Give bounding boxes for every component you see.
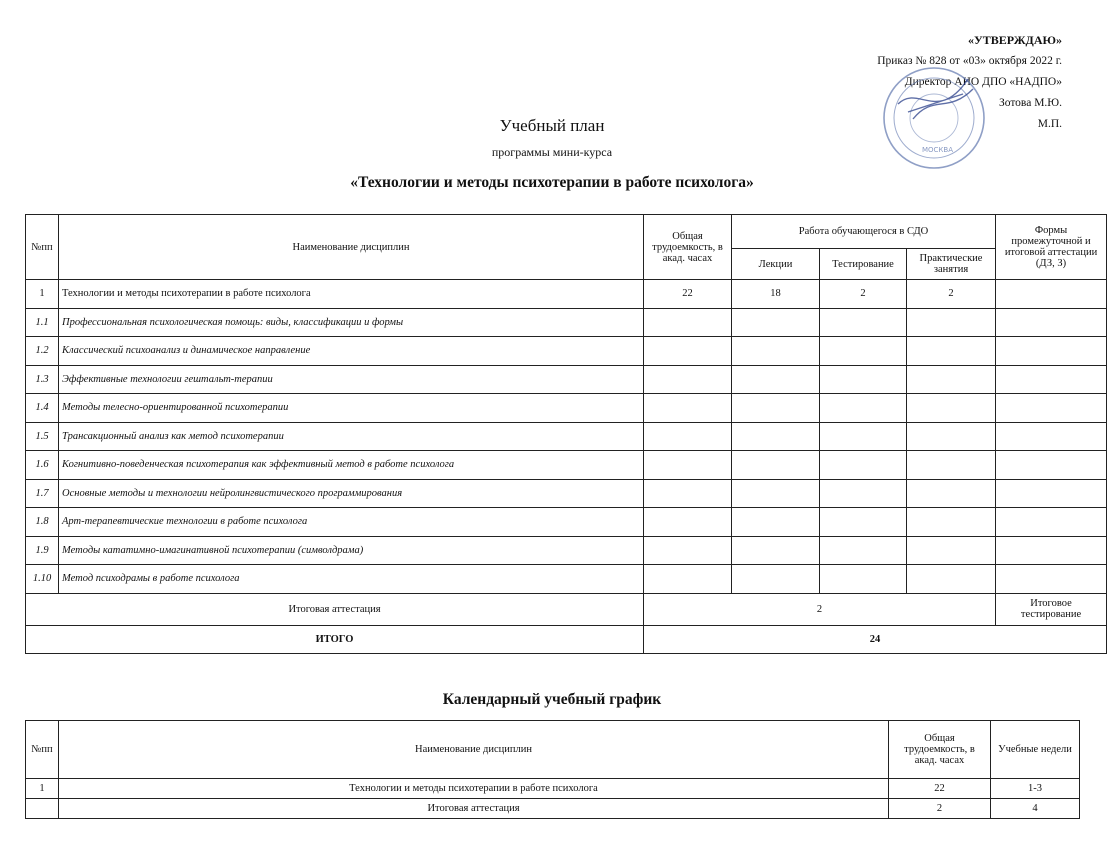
row-testing: 2 — [820, 280, 907, 309]
header-work: Работа обучающегося в СДО — [732, 215, 996, 249]
table-row — [26, 799, 1080, 819]
table-row — [26, 280, 1107, 309]
row-name: Когнитивно-поведенческая психотерапия как эффективный метод в работе психолога — [59, 451, 644, 480]
table-row — [26, 536, 1107, 565]
empty-cell — [907, 565, 996, 594]
final-attestation-label: Итоговая аттестация — [26, 593, 644, 625]
empty-cell — [996, 479, 1107, 508]
row-lectures: 18 — [732, 280, 820, 309]
empty-cell — [907, 508, 996, 537]
empty-cell — [644, 337, 732, 366]
row-name: Метод психодрамы в работе психолога — [59, 565, 644, 594]
table-row — [26, 479, 1107, 508]
final-attestation-value: 2 — [644, 593, 996, 625]
row-num: 1 — [26, 280, 59, 309]
empty-cell — [820, 422, 907, 451]
empty-cell — [907, 422, 996, 451]
empty-cell — [644, 451, 732, 480]
header-weeks: Учебные недели — [991, 721, 1080, 779]
empty-cell — [996, 422, 1107, 451]
empty-cell — [732, 422, 820, 451]
header-total: Общая трудоемкость, в акад. часах — [644, 215, 732, 280]
empty-cell — [644, 365, 732, 394]
header-num: №пп — [26, 215, 59, 280]
empty-cell — [820, 394, 907, 423]
approval-name: Зотова М.Ю. — [998, 97, 1062, 109]
empty-cell — [644, 479, 732, 508]
header-lectures: Лекции — [732, 249, 820, 280]
row-num: 1.9 — [26, 536, 59, 565]
empty-cell — [732, 479, 820, 508]
empty-cell — [820, 337, 907, 366]
row-num: 1.8 — [26, 508, 59, 537]
empty-cell — [907, 337, 996, 366]
empty-cell — [732, 394, 820, 423]
row-num: 1.4 — [26, 394, 59, 423]
empty-cell — [907, 479, 996, 508]
row-num: 1 — [26, 779, 59, 799]
header-practice: Практические занятия — [907, 249, 996, 280]
empty-cell — [644, 308, 732, 337]
row-name: Итоговая аттестация — [59, 799, 889, 819]
table-row — [26, 779, 1080, 799]
total-row — [26, 625, 1107, 653]
row-num: 1.2 — [26, 337, 59, 366]
empty-cell — [907, 394, 996, 423]
approval-position: Директор АНО ДПО «НАДПО» — [904, 76, 1062, 88]
row-num: 1.10 — [26, 565, 59, 594]
empty-cell — [732, 337, 820, 366]
empty-cell — [820, 508, 907, 537]
empty-cell — [996, 337, 1107, 366]
row-name: Основные методы и технологии нейролингвистического программирования — [59, 479, 644, 508]
row-weeks: 4 — [991, 799, 1080, 819]
row-forms — [996, 280, 1107, 309]
approval-heading: «УТВЕРЖДАЮ» — [967, 33, 1062, 47]
course-title: «Технологии и методы психотерапии в работе психолога» — [350, 174, 754, 191]
row-num: 1.3 — [26, 365, 59, 394]
row-num: 1.1 — [26, 308, 59, 337]
row-name: Арт-терапевтические технологии в работе психолога — [59, 508, 644, 537]
empty-cell — [996, 451, 1107, 480]
table-row — [26, 565, 1107, 594]
row-num: 1.7 — [26, 479, 59, 508]
empty-cell — [820, 451, 907, 480]
empty-cell — [644, 565, 732, 594]
empty-cell — [907, 308, 996, 337]
plan-subtitle: программы мини-курса — [491, 145, 613, 159]
approval-seal-place: М.П. — [1037, 118, 1062, 130]
empty-cell — [820, 308, 907, 337]
total-label: ИТОГО — [26, 625, 644, 653]
header-name: Наименование дисциплин — [59, 215, 644, 280]
empty-cell — [732, 365, 820, 394]
empty-cell — [644, 508, 732, 537]
row-name: Классический психоанализ и динамическое направление — [59, 337, 644, 366]
schedule-title: Календарный учебный график — [442, 691, 662, 708]
empty-cell — [907, 451, 996, 480]
empty-cell — [732, 508, 820, 537]
empty-cell — [820, 565, 907, 594]
row-num: 1.5 — [26, 422, 59, 451]
empty-cell — [996, 308, 1107, 337]
approval-order: Приказ № 828 от «03» октября 2022 г. — [877, 55, 1062, 67]
svg-text:МОСКВА: МОСКВА — [922, 146, 953, 154]
table-row — [26, 422, 1107, 451]
row-name: Профессиональная психологическая помощь: виды, классификации и формы — [59, 308, 644, 337]
empty-cell — [732, 536, 820, 565]
row-name: Эффективные технологии гештальт-терапии — [59, 365, 644, 394]
table-row — [26, 508, 1107, 537]
row-name: Методы телесно-ориентированной психотерапии — [59, 394, 644, 423]
schedule-table — [25, 720, 1080, 819]
empty-cell — [732, 565, 820, 594]
empty-cell — [996, 365, 1107, 394]
empty-cell — [907, 536, 996, 565]
row-practice: 2 — [907, 280, 996, 309]
row-num — [26, 799, 59, 819]
curriculum-table — [25, 214, 1107, 654]
row-total: 22 — [644, 280, 732, 309]
table-row — [26, 365, 1107, 394]
empty-cell — [996, 536, 1107, 565]
empty-cell — [644, 394, 732, 423]
empty-cell — [996, 565, 1107, 594]
row-name: Технологии и методы психотерапии в работе психолога — [59, 779, 889, 799]
empty-cell — [907, 365, 996, 394]
empty-cell — [820, 365, 907, 394]
empty-cell — [996, 508, 1107, 537]
header-total: Общая трудоемкость, в акад. часах — [889, 721, 991, 779]
empty-cell — [644, 422, 732, 451]
header-num: №пп — [26, 721, 59, 779]
total-value: 24 — [644, 625, 1107, 653]
header-name: Наименование дисциплин — [59, 721, 889, 779]
empty-cell — [820, 536, 907, 565]
table-row — [26, 394, 1107, 423]
empty-cell — [644, 536, 732, 565]
empty-cell — [996, 394, 1107, 423]
row-name: Методы кататимно-имагинативной психотерапии (символдрама) — [59, 536, 644, 565]
table-row — [26, 451, 1107, 480]
final-attestation-row — [26, 593, 1107, 625]
final-attestation-form: Итоговое тестирование — [996, 593, 1107, 625]
empty-cell — [732, 451, 820, 480]
header-forms: Формы промежуточной и итоговой аттестации (ДЗ, З) — [996, 215, 1107, 280]
header-testing: Тестирование — [820, 249, 907, 280]
row-name: Трансакционный анализ как метод психотерапии — [59, 422, 644, 451]
table-row — [26, 308, 1107, 337]
empty-cell — [820, 479, 907, 508]
plan-title: Учебный план — [499, 116, 605, 135]
row-total: 2 — [889, 799, 991, 819]
row-weeks: 1-3 — [991, 779, 1080, 799]
table-row — [26, 337, 1107, 366]
empty-cell — [732, 308, 820, 337]
row-num: 1.6 — [26, 451, 59, 480]
row-name: Технологии и методы психотерапии в работе психолога — [59, 280, 644, 309]
row-total: 22 — [889, 779, 991, 799]
